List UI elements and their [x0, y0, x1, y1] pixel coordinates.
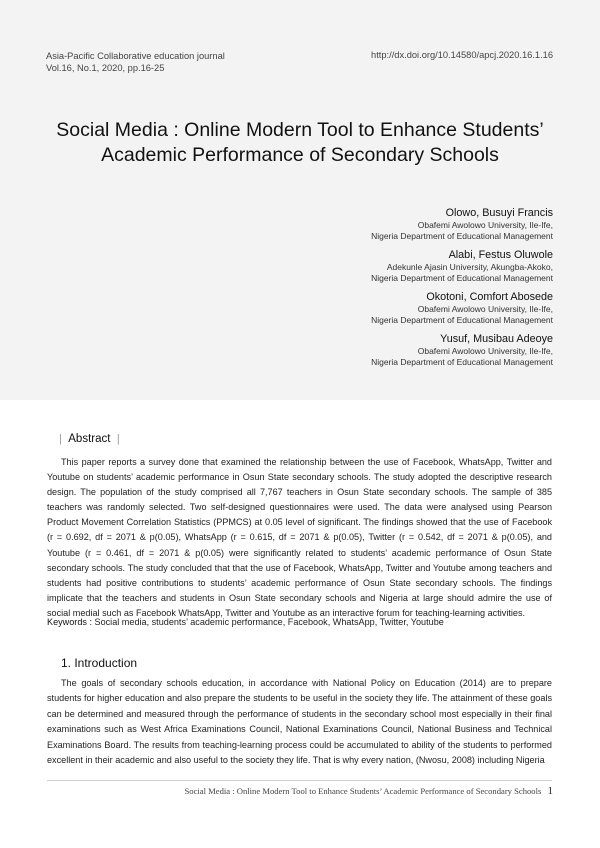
- author-affiliation: Obafemi Awolowo University, Ile-Ife,: [417, 220, 553, 230]
- abstract-heading-label: Abstract: [68, 433, 111, 445]
- author-department: Nigeria Department of Educational Management: [371, 357, 553, 367]
- introduction-text: The goals of secondary schools education, in accordance with National Policy on Education (2014) are to prepare students for higher education and also prepare the students to be useful in the society they life. The attainment of these goals can be determined and measured through the performance of students in the secondary school most especially in their final examinations such as West Africa Examinations Council, National Examinations Council, National Business and Technical Examinations Board. The results from teaching-learning process could be accumulated to ability of the students to performed excellent in their academic and also useful to the society they life. That is why every nation, (Nwosu, 2008) including Nigeria: [47, 678, 552, 766]
- keywords-line: [47, 617, 444, 627]
- title-line-2: Academic Performance of Secondary Schools: [101, 144, 499, 166]
- author-name: Alabi, Festus Oluwole: [448, 249, 553, 261]
- abstract-heading: [59, 433, 120, 445]
- author-affiliation: Obafemi Awolowo University, Ile-Ife,: [417, 346, 553, 356]
- author-block: [371, 290, 553, 326]
- introduction-heading: 1. Introduction: [61, 656, 138, 670]
- author-affiliation: Obafemi Awolowo University, Ile-Ife,: [417, 304, 553, 314]
- volume-info: Vol.16, No.1, 2020, pp.16-25: [46, 63, 165, 73]
- author-department: Nigeria Department of Educational Management: [371, 231, 553, 241]
- page-number: 1: [547, 785, 553, 797]
- author-department: Nigeria Department of Educational Management: [371, 273, 553, 283]
- page-footer: [185, 785, 553, 797]
- author-name: Olowo, Busuyi Francis: [445, 207, 553, 219]
- keywords-text: Social media, students’ academic performance, Facebook, WhatsApp, Twitter, Youtube: [94, 617, 444, 627]
- heading-bar-right: |: [116, 433, 120, 445]
- author-name: Okotoni, Comfort Abosede: [426, 291, 553, 303]
- author-block: [371, 332, 553, 368]
- keywords-label: Keywords :: [47, 617, 92, 627]
- author-affiliation: Adekunle Ajasin University, Akungba-Akoko,: [386, 262, 553, 272]
- author-list: [371, 206, 553, 374]
- journal-info: [46, 50, 225, 74]
- journal-name: Asia-Pacific Collaborative education journal: [46, 51, 225, 61]
- paper-title: [0, 118, 600, 168]
- author-name: Yusuf, Musibau Adeoye: [440, 333, 553, 345]
- author-block: [371, 248, 553, 284]
- abstract-text: This paper reports a survey done that examined the relationship between the use of Facebook, WhatsApp, Twitter and Youtube on students’ academic performance in Osun State secondary schools. The study adopted the descriptive research design. The population of the study comprised all 7,767 teachers in Osun State secondary schools. The sample of 385 teachers was randomly selected. Two self-designed questionnaires were used. The data were analysed using Pearson Product Movement Correlation Statistics (PPMCS) at 0.05 level of significant. The findings showed that the use of Facebook (r = 0.692, df = 2071 & p(0.05), WhatsApp (r = 0.615, df = 2071 & p(0.05), Twitter (r = 0.542, df = 2071 & p(0.05), and Youtube (r = 0.461, df = 2071 & p(0.05) were significantly related to students’ academic performance of Osun State secondary schools. The study concluded that that the use of Facebook, WhatsApp, Twitter and Youtube among teachers and students had positive contributions to students’ academic performance of Osun State secondary schools. The findings implicate that the teachers and students in Osun State secondary schools and Nigeria at large should admire the use of social medial such as Facebook WhatsApp, Twitter and Youtube as an interactive forum for teaching-learning activities.: [47, 457, 552, 618]
- doi-link[interactable]: http://dx.doi.org/10.14580/apcj.2020.16.1.16: [371, 50, 553, 60]
- footer-divider: [47, 780, 552, 781]
- introduction-body: [47, 676, 552, 768]
- heading-bar-left: |: [59, 433, 62, 445]
- author-block: [371, 206, 553, 242]
- abstract-body: [47, 455, 552, 621]
- running-title: Social Media : Online Modern Tool to Enhance Students’ Academic Performance of Secondary Schools: [184, 786, 542, 796]
- author-department: Nigeria Department of Educational Management: [371, 315, 553, 325]
- title-line-1: Social Media : Online Modern Tool to Enhance Students’: [56, 119, 544, 141]
